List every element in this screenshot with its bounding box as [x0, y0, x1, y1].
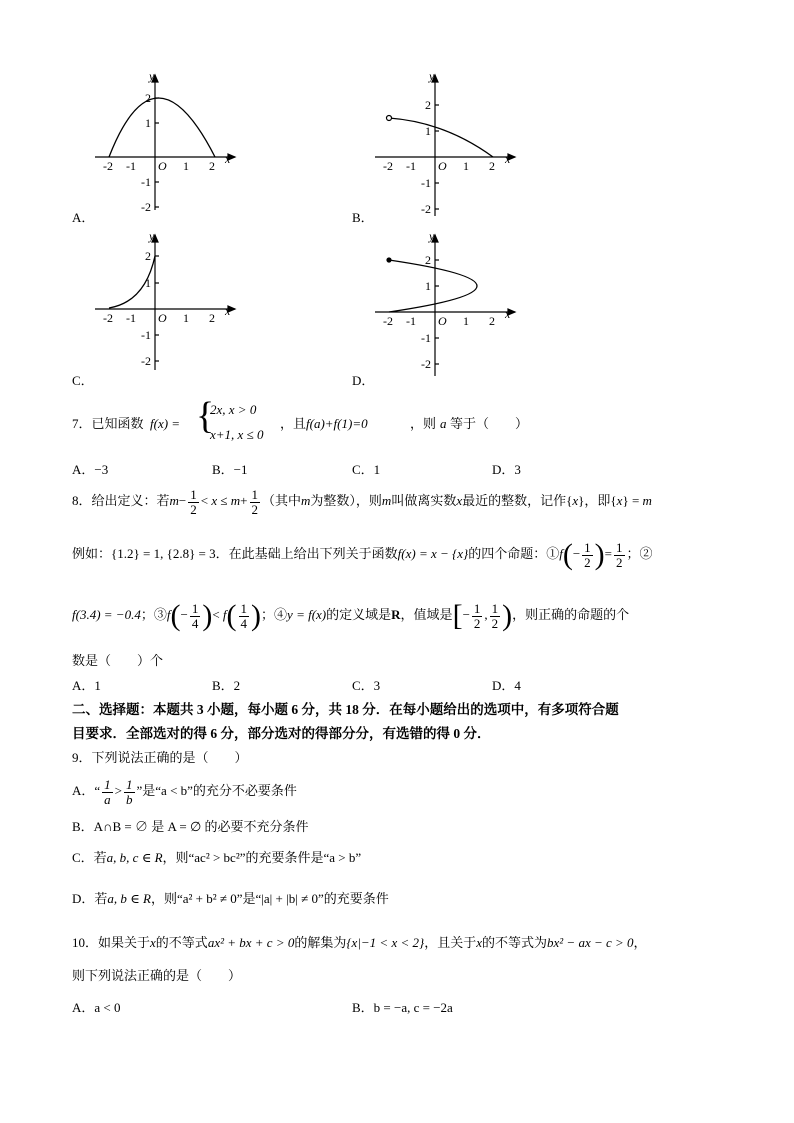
q8-line4: 数是（ ）个 [72, 653, 164, 668]
q7-func: f(x) = [150, 416, 181, 431]
svg-text:y: y [149, 230, 155, 243]
option-label-a: A． [72, 210, 95, 225]
svg-text:2: 2 [209, 159, 215, 173]
svg-text:-1: -1 [406, 159, 416, 173]
svg-text:y: y [429, 70, 435, 83]
section2-line1: 二、选择题：本题共 3 小题，每小题 6 分，共 18 分．在每小题给出的选项中，有多项符合题 [72, 702, 619, 717]
graph-d [375, 230, 525, 380]
q7-stem-b: ，且 [280, 416, 307, 431]
svg-text:O: O [438, 159, 447, 173]
svg-text:2: 2 [425, 98, 431, 112]
section2-line2: 目要求．全部选对的得 6 分，部分选对的得部分分，有选错的得 0 分． [72, 726, 491, 741]
svg-text:2: 2 [209, 311, 215, 325]
q8-option-d: D．4 [492, 678, 521, 693]
q7-case2: x+1, x ≤ 0 [210, 427, 264, 442]
q7-stem-a: 7．已知函数 [72, 416, 144, 431]
svg-text:-1: -1 [421, 176, 431, 190]
svg-text:-2: -2 [421, 202, 431, 216]
svg-text:O: O [158, 159, 167, 173]
q7-var: a [440, 416, 447, 431]
q9-option-c: C．若a, b, c ∈ R，则“ac² > bc²”的充要条件是“a > b” [72, 850, 362, 865]
q9-option-a: A．“ $\frac{1}{a}$ > $\frac{1}{b}$ ”是“a < b”的充分不必要条件 [72, 776, 297, 807]
svg-text:1: 1 [425, 124, 431, 138]
svg-text:-1: -1 [126, 311, 136, 325]
svg-text:2: 2 [145, 249, 151, 263]
svg-text:x: x [505, 307, 511, 321]
svg-text:-2: -2 [141, 200, 151, 214]
y-label: y [149, 70, 155, 83]
graph-a [95, 70, 245, 220]
svg-text:-1: -1 [141, 175, 151, 189]
graph-c [95, 230, 245, 380]
q7-stem-c: ，则 [410, 416, 437, 431]
svg-text:2: 2 [489, 314, 495, 328]
q8-line3: f(3.4) = −0.4；③f(− $\frac{1}{4}$ )< f( $\frac{1}{4}$ )；④y = f(x)的定义域是R，值域是[− $\frac{1}{2}$ , $\frac{1}{2}$ )，则正确的命题的个 [72, 599, 630, 633]
q8-option-c: C．3 [352, 678, 381, 693]
q8-option-b: B．2 [212, 678, 241, 693]
svg-text:-2: -2 [103, 311, 113, 325]
q7-option-c: C．1 [352, 462, 381, 477]
svg-text:O: O [438, 314, 447, 328]
q9-option-d: D．若a, b ∈ R，则“a² + b² ≠ 0”是“|a| + |b| ≠ 0”的充要条件 [72, 891, 389, 906]
q10-option-a: A．a < 0 [72, 1000, 121, 1015]
svg-text:-2: -2 [141, 354, 151, 368]
svg-text:O: O [158, 311, 167, 325]
svg-text:1: 1 [463, 159, 469, 173]
svg-text:-2: -2 [103, 159, 113, 173]
q8-line1: 8．给出定义：若m− $\frac{1}{2}$ < x ≤ m+ $\frac{1}{2}$ （其中m为整数），则m叫做离实数x最近的整数，记作{x}，即{x} = m [72, 486, 652, 517]
svg-text:-1: -1 [421, 331, 431, 345]
option-label-b: B． [352, 210, 374, 225]
svg-text:-2: -2 [421, 357, 431, 371]
graph-b [375, 70, 525, 220]
svg-text:-2: -2 [383, 314, 393, 328]
svg-text:1: 1 [463, 314, 469, 328]
q9-option-b: B．A∩B = ∅ 是 A = ∅ 的必要不充分条件 [72, 819, 309, 834]
q9-stem: 9．下列说法正确的是（ ） [72, 750, 248, 765]
svg-text:y: y [429, 230, 435, 243]
q7-stem-d: 等于（ ） [450, 416, 529, 431]
q7-brace: { [196, 395, 215, 437]
q7-option-a: A．−3 [72, 462, 109, 477]
svg-text:1: 1 [145, 276, 151, 290]
svg-text:2: 2 [489, 159, 495, 173]
svg-text:-2: -2 [383, 159, 393, 173]
svg-text:1: 1 [145, 116, 151, 130]
x-label: x [225, 152, 231, 166]
q7-case1: 2x, x > 0 [210, 402, 257, 417]
svg-text:-1: -1 [406, 314, 416, 328]
svg-text:-1: -1 [141, 328, 151, 342]
q10-option-b: B．b = −a, c = −2a [352, 1000, 453, 1015]
svg-text:1: 1 [425, 279, 431, 293]
svg-text:2: 2 [425, 253, 431, 267]
option-label-c: C． [72, 373, 94, 388]
svg-text:-1: -1 [126, 159, 136, 173]
q7-option-b: B．−1 [212, 462, 248, 477]
svg-text:2: 2 [145, 91, 151, 105]
svg-text:x: x [225, 304, 231, 318]
q8-line2: 例如：{1.2} = 1, {2.8} = 3．在此基础上给出下列关于函数f(x) = x − {x}的四个命题：①f(− $\frac{1}{2}$ )= $\frac{1}{2}$ ；② [72, 538, 653, 572]
option-label-d: D． [352, 373, 375, 388]
svg-text:x: x [505, 152, 511, 166]
svg-text:1: 1 [183, 159, 189, 173]
q7-cond: f(a)+f(1)=0 [306, 416, 368, 431]
q10-line2: 则下列说法正确的是（ ） [72, 968, 242, 983]
q10-line1: 10．如果关于x的不等式ax² + bx + c > 0的解集为{x|−1 < x < 2}，且关于x的不等式为bx² − ax − c > 0， [72, 935, 647, 950]
curve-a [109, 98, 215, 157]
svg-text:1: 1 [183, 311, 189, 325]
curve-b [389, 118, 493, 157]
q7-option-d: D．3 [492, 462, 521, 477]
curve-d [389, 260, 477, 312]
q8-option-a: A．1 [72, 678, 101, 693]
